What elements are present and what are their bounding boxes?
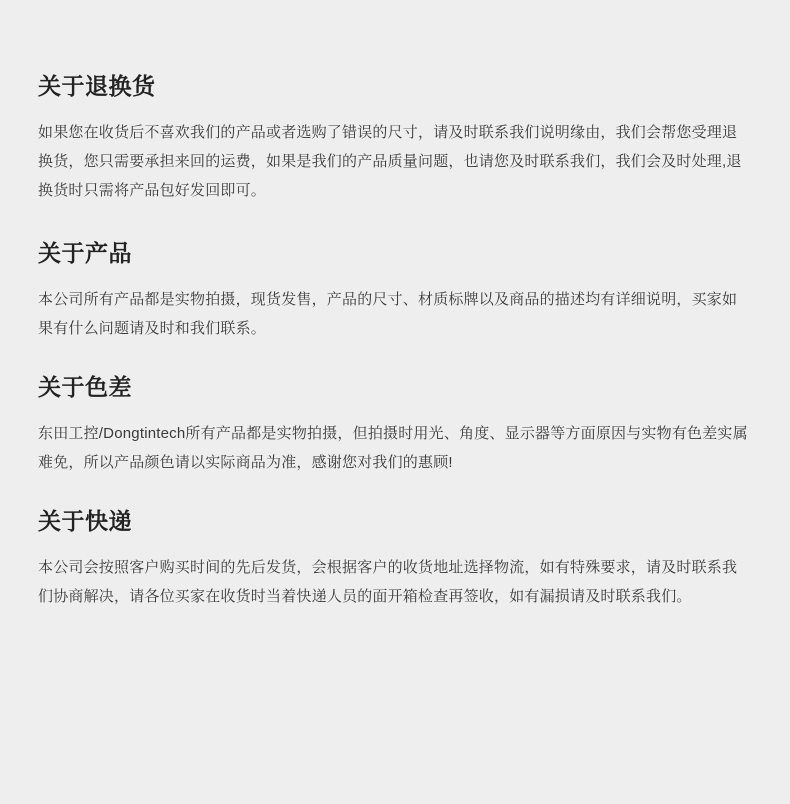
section-title-returns: 关于退换货 bbox=[38, 73, 156, 99]
section-shipping bbox=[38, 507, 752, 611]
section-body-shipping: 本公司会按照客户购买时间的先后发货，会根据客户的收货地址选择物流，如有特殊要求，请及时联系我们协商解决，请各位买家在收货时当着快递人员的面开箱检查再签收，如有漏损请及时联系我们。 bbox=[38, 558, 738, 605]
section-color-difference bbox=[38, 373, 752, 477]
section-title-product: 关于产品 bbox=[38, 239, 132, 266]
section-body-product: 本公司所有产品都是实物拍摄，现货发售，产品的尺寸、材质标牌以及商品的描述均有详细说明，买家如果有什么问题请及时和我们联系。 bbox=[38, 290, 738, 337]
section-body-returns: 如果您在收货后不喜欢我们的产品或者选购了错误的尺寸，请及时联系我们说明缘由，我们会帮您受理退换货，您只需要承担来回的运费，如果是我们的产品质量问题，也请您及时联系我们，我们会及时处理,退换货时只需将产品包好发回即可。 bbox=[38, 123, 742, 199]
section-title-shipping: 关于快递 bbox=[38, 507, 132, 534]
section-title-color-difference: 关于色差 bbox=[38, 373, 132, 400]
section-returns bbox=[38, 72, 752, 205]
section-product bbox=[38, 239, 752, 343]
section-body-color-difference: 东田工控/Dongtintech所有产品都是实物拍摄，但拍摄时用光、角度、显示器等方面原因与实物有色差实属难免，所以产品颜色请以实际商品为准，感谢您对我们的惠顾! bbox=[38, 424, 748, 471]
